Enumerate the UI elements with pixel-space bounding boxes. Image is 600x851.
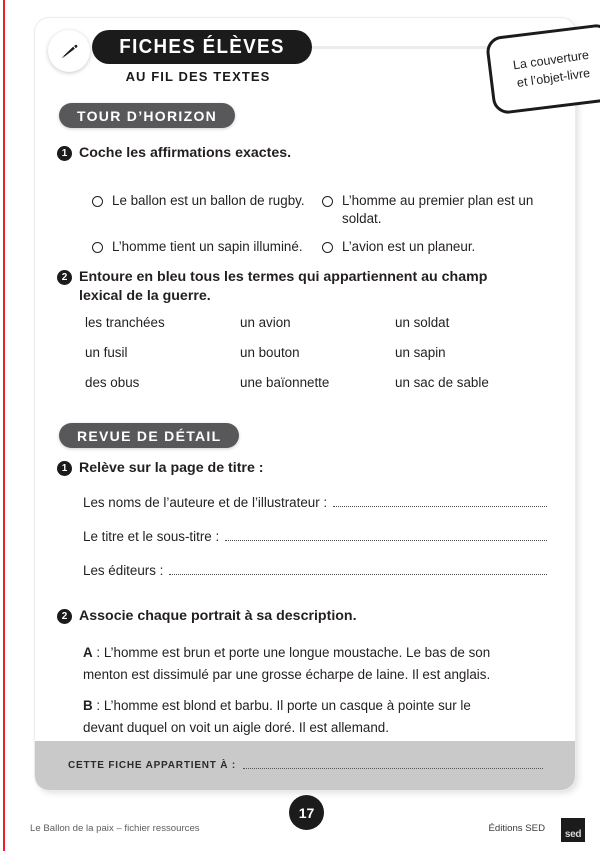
theme-callout-text (512, 46, 593, 93)
pencil-icon (48, 30, 90, 72)
section-title-1: TOUR D’HORIZON (77, 107, 218, 124)
fill-in-row-1[interactable] (83, 495, 547, 510)
question-number: 2 (57, 609, 72, 624)
word-item[interactable]: des obus (85, 375, 140, 390)
word-item[interactable]: un bouton (240, 345, 300, 360)
question-prompt: Coche les affirmations exactes. (79, 145, 292, 161)
owner-strip-label: CETTE FICHE APPARTIENT À : (68, 760, 237, 771)
description-a (83, 642, 553, 685)
checkbox-circle-icon[interactable] (322, 196, 333, 207)
section-pill-revue-de-detail (59, 423, 239, 448)
theme-callout-line-2: et l’objet-livre (515, 65, 591, 90)
checkbox-option-1[interactable] (92, 192, 322, 210)
red-bleed-edge (3, 0, 5, 851)
question-number: 1 (57, 146, 72, 161)
fill-in-label: Les éditeurs : (83, 563, 164, 578)
fill-in-label: Les noms de l’auteure et de l’illustrateur : (83, 495, 328, 510)
description-a-text-1: : L’homme est brun et porte une longue moustache. Le bas de son (92, 645, 491, 660)
question-prompt-line-1: Entoure en bleu tous les termes qui appartiennent au champ (79, 269, 488, 285)
checkbox-option-4[interactable] (322, 238, 537, 256)
fill-in-label: Le titre et le sous-titre : (83, 529, 220, 544)
word-item[interactable]: un sac de sable (395, 375, 489, 390)
checkbox-circle-icon[interactable] (92, 242, 103, 253)
description-b-text-1: : L’homme est blond et barbu. Il porte un casque à pointe sur le (92, 698, 471, 713)
owner-strip (35, 741, 575, 790)
word-item[interactable]: un avion (240, 315, 291, 330)
question-1-2 (57, 268, 562, 306)
description-b-line-2: devant duquel on voit un aigle doré. Il est allemand. (83, 719, 389, 735)
checkbox-option-label: L’avion est un planeur. (342, 239, 476, 254)
header-rule (305, 46, 505, 49)
description-b-line-1 (83, 695, 553, 717)
word-item[interactable]: une baïonnette (240, 375, 330, 390)
question-2-2 (57, 607, 557, 626)
sed-logo-text: sed (564, 829, 582, 840)
question-prompt: Relève sur la page de titre : (79, 460, 264, 476)
sed-logo-icon (561, 818, 585, 842)
checkbox-option-label: Le ballon est un ballon de rugby. (112, 193, 305, 208)
checkbox-circle-icon[interactable] (92, 196, 103, 207)
question-2-1 (57, 459, 557, 478)
description-a-line-2: menton est dissimulé par une grosse écharpe de laine. Il est anglais. (83, 666, 491, 682)
checkbox-circle-icon[interactable] (322, 242, 333, 253)
word-item[interactable]: un fusil (85, 345, 128, 360)
fill-in-row-3[interactable] (83, 563, 547, 578)
footer-publisher: Éditions SED (488, 823, 545, 834)
word-item[interactable]: un sapin (395, 345, 446, 360)
question-number: 1 (57, 461, 72, 476)
checkbox-option-2[interactable] (322, 192, 537, 227)
owner-strip-line[interactable] (243, 762, 543, 769)
description-b-key: B (83, 698, 93, 713)
fill-in-line[interactable] (169, 567, 547, 575)
section-pill-tour-dhorizon (59, 103, 235, 128)
page-subtitle: AU FIL DES TEXTES (125, 69, 271, 84)
fill-in-line[interactable] (225, 533, 547, 541)
footer-source: Le Ballon de la paix – fichier ressources (30, 823, 200, 834)
theme-callout-line-1: La couverture (511, 47, 590, 73)
question-prompt: Associe chaque portrait à sa description. (79, 608, 357, 624)
fill-in-row-2[interactable] (83, 529, 547, 544)
question-1-1 (57, 144, 557, 163)
description-a-key: A (83, 645, 93, 660)
page-number-badge: 17 (289, 795, 324, 830)
description-b (83, 695, 553, 738)
checkbox-option-label: L’homme tient un sapin illuminé. (112, 239, 303, 254)
question-prompt (79, 268, 487, 306)
page-title-pill (92, 30, 312, 64)
fill-in-line[interactable] (333, 499, 547, 507)
word-item[interactable]: les tranchées (85, 315, 165, 330)
checkbox-option-3[interactable] (92, 238, 327, 256)
description-a-line-1 (83, 642, 553, 664)
question-number: 2 (57, 270, 72, 285)
worksheet-card (35, 18, 591, 790)
question-prompt-line-2: lexical de la guerre. (79, 288, 211, 305)
page-title: FICHES ÉLÈVES (119, 35, 285, 58)
section-title-2: REVUE DE DÉTAIL (77, 427, 222, 444)
word-item[interactable]: un soldat (395, 315, 450, 330)
theme-callout (485, 23, 600, 116)
checkbox-option-label: L’homme au premier plan est un soldat. (342, 193, 534, 226)
